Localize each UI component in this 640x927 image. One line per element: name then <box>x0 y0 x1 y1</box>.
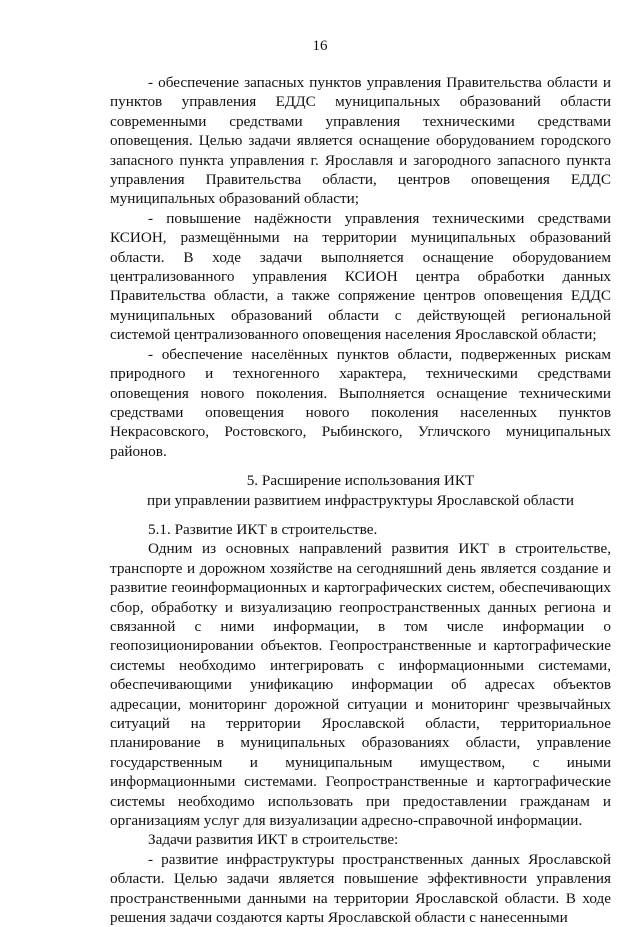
paragraph-geoinformation-systems: Одним из основных направлений развития ИКТ в строительстве, транспорте и дорожном хозяйстве на сегодняшний день является создание и развитие геоинформационных и картографических систем, обеспечивающих сбор, обработку и визуализацию геопространственных данных региона и связанной с ними информации, в том числе информации о геопозиционировании объектов. Геопространственные и картографические системы необходимо интегрировать с информационными системами, обеспечивающими унификацию информации об адресах объектов адресации, мониторинг дорожной ситуации и мониторинг чрезвычайных ситуаций на территории Ярославской области, территориальное планирование в муниципальных образованиях области, управление государственным и муниципальным имуществом, с иными информационными системами. Геопространственные и картографические системы необходимо использовать при предоставлении гражданам и организациям услуг для визуализации адресно-справочной информации. <box>110 540 611 830</box>
section-heading-line1: 5. Расширение использования ИКТ <box>246 472 475 490</box>
paragraph-settlement-warning: - обеспечение населённых пунктов области, подверженных рискам природного и техногенного характера, техническими средствами оповещения нового поколения. Выполняется оснащение техническими средствами оповещения нового поколения населенных пунктов Некрасовского, Ростовского, Рыбинского, Угличского муниципальных районов. <box>110 345 611 460</box>
section-heading-line2: при управлении развитием инфраструктуры Ярославской области <box>147 491 574 509</box>
paragraph-spatial-data-infrastructure: - развитие инфраструктуры пространственных данных Ярославской области. Целью задачи является повышение эффективности управления пространственными данными на территории Ярославской области. В ходе решения задачи создаются карты Ярославской области с нанесенными <box>110 850 611 927</box>
document-body <box>110 73 611 927</box>
subsection-title: 5.1. Развитие ИКТ в строительстве. <box>148 520 378 538</box>
paragraph-ksion-reliability: - повышение надёжности управления техническими средствами КСИОН, размещёнными на территории муниципальных образований области. В ходе задачи выполняется оснащение оборудованием централизованного управления КСИОН центра обработки данных Правительства области, а также сопряжение центров оповещения ЕДДС муниципальных образований области с действующей региональной системой централизованного оповещения населения Ярославской области; <box>110 209 611 344</box>
section-heading <box>110 471 611 510</box>
paragraph-tasks-heading: Задачи развития ИКТ в строительстве: <box>148 831 399 849</box>
paragraph-reserve-control-points: - обеспечение запасных пунктов управления Правительства области и пунктов управления ЕДДС муниципальных образований области современными средствами управления техническими средствами оповещения. Целью задачи является оснащение оборудованием городского запасного пункта управления г. Ярославля и загородного запасного пункта управления Правительства области, центров оповещения ЕДДС муниципальных образований области; <box>110 74 611 208</box>
page-number: 16 <box>312 38 328 54</box>
